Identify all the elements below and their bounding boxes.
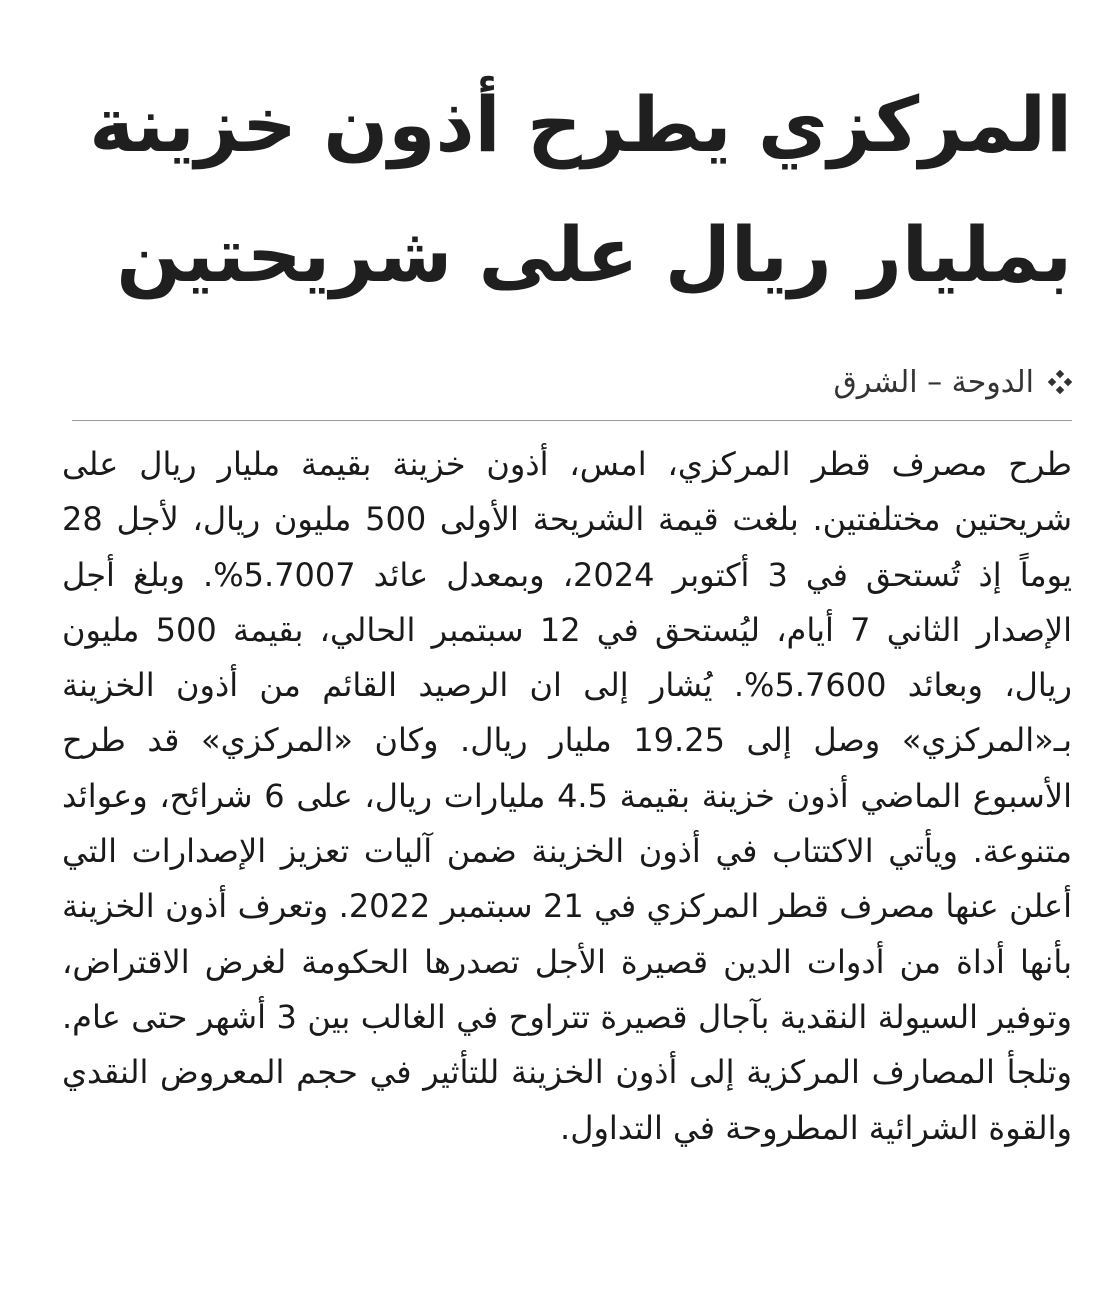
article-body: طرح مصرف قطر المركزي، امس، أذون خزينة بقيمة مليار ريال على شريحتين مختلفتين. بلغت قيمة الشريحة الأولى 500 مليون ريال، لأجل 28 يوماً إذ تُستحق في 3 أكتوبر 2024، وبمعدل عائد 5.7007%. وبلغ أجل الإصدار الثاني 7 أيام، ليُستحق في 12 سبتمبر الحالي، بقيمة 500 مليون ريال، وبعائد 5.7600%. يُشار إلى ان الرصيد القائم من أذون الخزينة بـ«المركزي» وصل إلى 19.25 مليار ريال. وكان «المركزي» قد طرح الأسبوع الماضي أذون خزينة بقيمة 4.5 مليارات ريال، على 6 شرائح، وعوائد متنوعة. ويأتي الاكتتاب في أذون الخزينة ضمن آليات تعزيز الإصدارات التي أعلن عنها مصرف قطر المركزي في 21 سبتمبر 2022. وتعرف أذون الخزينة بأنها أداة من أدوات الدين قصيرة الأجل تصدرها الحكومة لغرض الاقتراض، وتوفير السيولة النقدية بآجال قصيرة تتراوح في الغالب بين 3 أشهر حتى عام. وتلجأ المصارف المركزية إلى أذون الخزينة للتأثير في حجم المعروض النقدي والقوة الشرائية المطروحة في التداول. bbox=[62, 445, 1073, 1147]
diamond-bullet-icon bbox=[1048, 370, 1072, 394]
divider bbox=[72, 420, 1072, 421]
headline: المركزي يطرح أذون خزينة بمليار ريال على شريحتين bbox=[89, 80, 1072, 299]
byline-text: الدوحة – الشرق bbox=[833, 364, 1034, 400]
news-article bbox=[48, 60, 1072, 1188]
byline bbox=[48, 358, 1072, 406]
